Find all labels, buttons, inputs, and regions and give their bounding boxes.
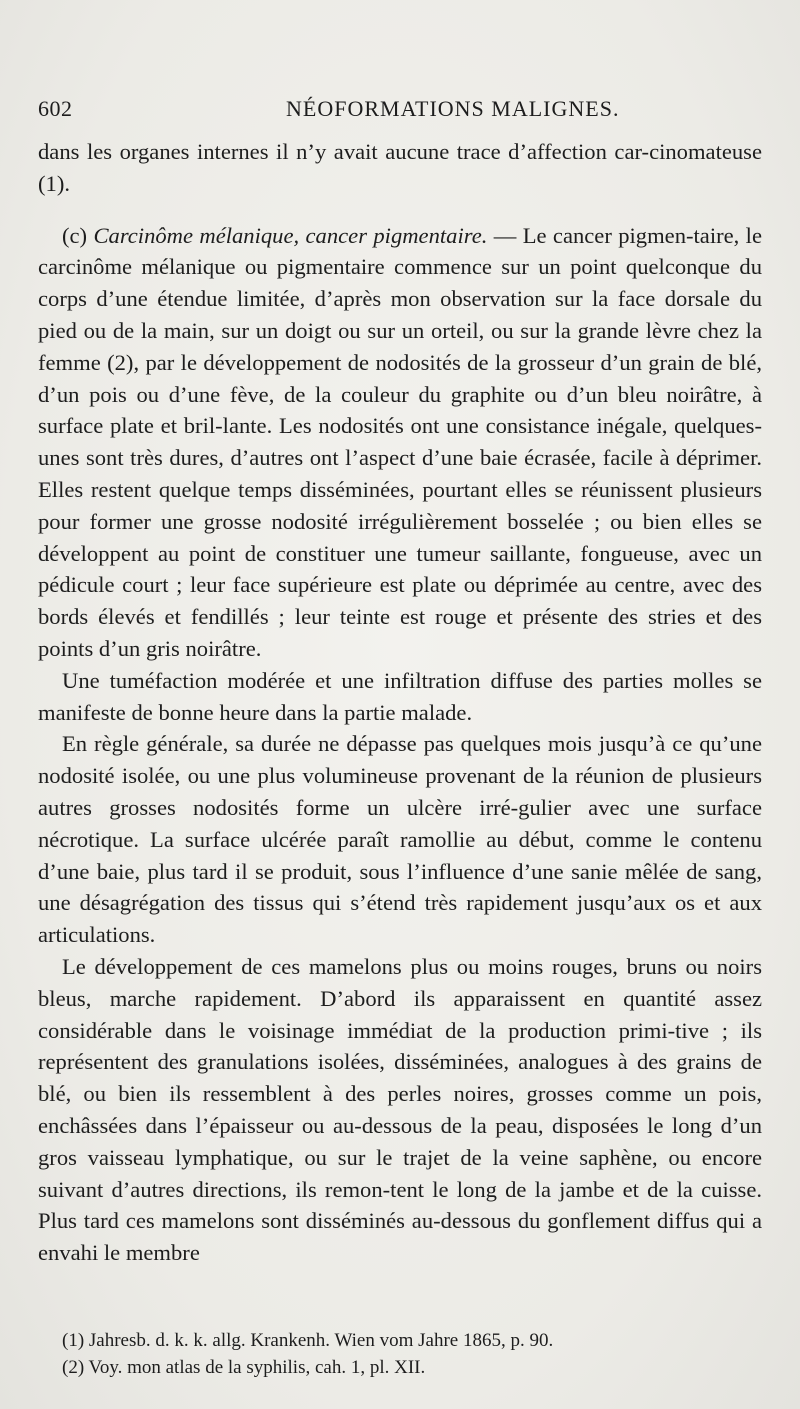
paragraph-2	[38, 220, 762, 665]
paragraph-5: Le développement de ces mamelons plus ou moins rouges, bruns ou noirs bleus, marche rapidement. D’abord ils apparaissent en quantité assez considérable dans le voisinage immédiat de la production primi-tive ; ils représentent des granulations isolées, disséminées, analogues à des grains de blé, ou bien ils ressemblent à des perles noires, grosses comme un pois, enchâssées dans l’épaisseur ou au-dessous de la peau, disposées le long d’un gros vaisseau lymphatique, ou sur le trajet de la veine saphène, ou encore suivant d’autres directions, ils remon-tent le long de la jambe et de la cuisse. Plus tard ces mamelons sont disséminés au-dessous du gonflement diffus qui a envahi le membre	[38, 953, 762, 1266]
page-header	[38, 96, 762, 126]
paragraph-1: dans les organes internes il n’y avait aucune trace d’affection car-cinomateuse (1).	[38, 139, 762, 196]
paragraph-2-text: — Le cancer pigmen-taire, le carcinôme mélanique ou pigmentaire commence sur un point quelconque du corps d’une étendue limitée, d’après mon observation sur la face dorsale du pied ou de la main, sur un doigt ou sur un orteil, ou sur la grande lèvre chez la femme (2), par le développement de nodosités de la grosseur d’un grain de blé, d’un pois ou d’une fève, de la couleur du graphite ou d’un bleu noirâtre, à surface plate et bril-lante. Les nodosités ont une consistance inégale, quelques-unes sont très dures, d’autres ont l’aspect d’une baie écrasée, facile à déprimer. Elles restent quelque temps disséminées, pourtant elles se réunissent plusieurs pour former une grosse nodosité irrégulièrement bosselée ; ou bien elles se développent au point de constituer une tumeur saillante, fongueuse, avec un pédicule court ; leur face supérieure est plate ou déprimée au centre, avec des bords élevés et fendillés ; leur teinte est rouge et présente des stries et des points d’un gris noirâtre.	[38, 222, 762, 661]
main-text	[38, 136, 762, 1269]
section-label: (c)	[62, 222, 88, 248]
footnote-2: (2) Voy. mon atlas de la syphilis, cah. 1, pl. XII.	[62, 1357, 426, 1378]
running-title: NÉOFORMATIONS MALIGNES.	[286, 96, 620, 121]
footnotes	[62, 1327, 762, 1381]
paragraph-4: En règle générale, sa durée ne dépasse pas quelques mois jusqu’à ce qu’une nodosité isolée, ou une plus volumineuse provenant de la réunion de plusieurs autres grosses nodosités forme un ulcère irré-gulier avec une surface nécrotique. La surface ulcérée paraît ramollie au début, comme le contenu d’une baie, plus tard il se produit, sous l’influence d’une sanie mêlée de sang, une désagrégation des tissus qui s’étend très rapidement jusqu’aux os et aux articulations.	[38, 731, 762, 948]
page-number: 602	[38, 96, 73, 121]
footnote-1: (1) Jahresb. d. k. k. allg. Krankenh. Wien vom Jahre 1865, p. 90.	[62, 1330, 554, 1351]
section-title: Carcinôme mélanique, cancer pigmentaire.	[93, 222, 488, 248]
paragraph-3: Une tuméfaction modérée et une infiltration diffuse des parties molles se manifeste de bonne heure dans la partie malade.	[38, 667, 762, 725]
